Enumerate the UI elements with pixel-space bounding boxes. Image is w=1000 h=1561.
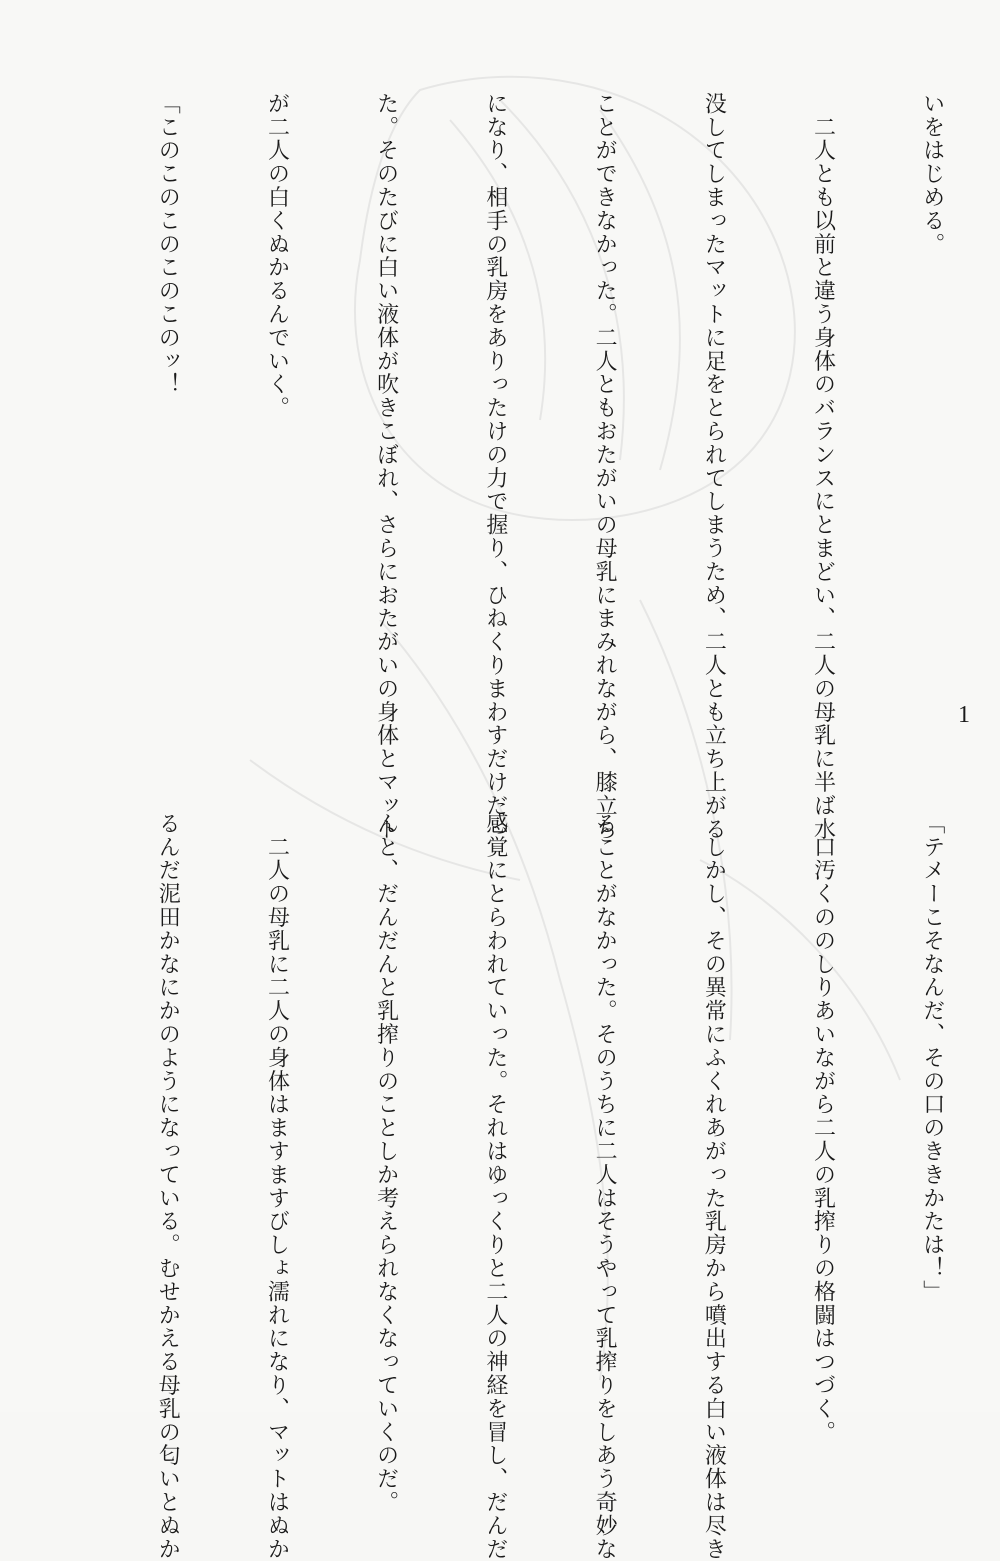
text-line: 没してしまったマットに足をとられてしまうため、二人とも立ち上がる	[701, 92, 727, 841]
text-line: 「このこのこのこのこのッ！	[155, 92, 181, 397]
text-line: んと、だんだんと乳搾りのことしか考えられなくなっていくのだ。	[373, 812, 399, 1514]
page-number: 1	[958, 702, 970, 728]
text-line: 「テメーこそなんだ、その口のききかたは！」	[919, 812, 945, 1304]
text-line: 口汚くののしりあいながら二人の乳搾りの格闘はつづく。	[810, 812, 836, 1444]
text-line: いをはじめる。	[919, 92, 945, 256]
text-line: になり、相手の乳房をありったけの力で握り、ひねくりまわすだけだっ	[482, 92, 508, 841]
text-block-top	[76, 92, 1000, 841]
text-line: るんだ泥田かなにかのようになっている。むせかえる母乳の匂いとぬか	[155, 812, 181, 1561]
text-line: ことができなかった。二人ともおたがいの母乳にまみれながら、膝立ち	[592, 92, 618, 841]
text-line: た。そのたびに白い液体が吹きこぼれ、さらにおたがいの身体とマット	[373, 92, 399, 841]
text-line: が二人の白くぬかるんでいく。	[264, 92, 290, 420]
text-line: ることがなかった。そのうちに二人はそうやって乳搾りをしあう奇妙な	[592, 812, 618, 1561]
text-line: 二人の母乳に二人の身体はますますびしょ濡れになり、マットはぬか	[264, 812, 290, 1561]
text-block-bottom	[76, 812, 1000, 1561]
text-line: 感覚にとらわれていった。それはゆっくりと二人の神経を冒し、だんだ	[482, 812, 508, 1561]
text-line: しかし、その異常にふくれあがった乳房から噴出する白い液体は尽き	[701, 812, 727, 1561]
text-line: 二人とも以前と違う身体のバランスにとまどい、二人の母乳に半ば水	[810, 92, 836, 841]
